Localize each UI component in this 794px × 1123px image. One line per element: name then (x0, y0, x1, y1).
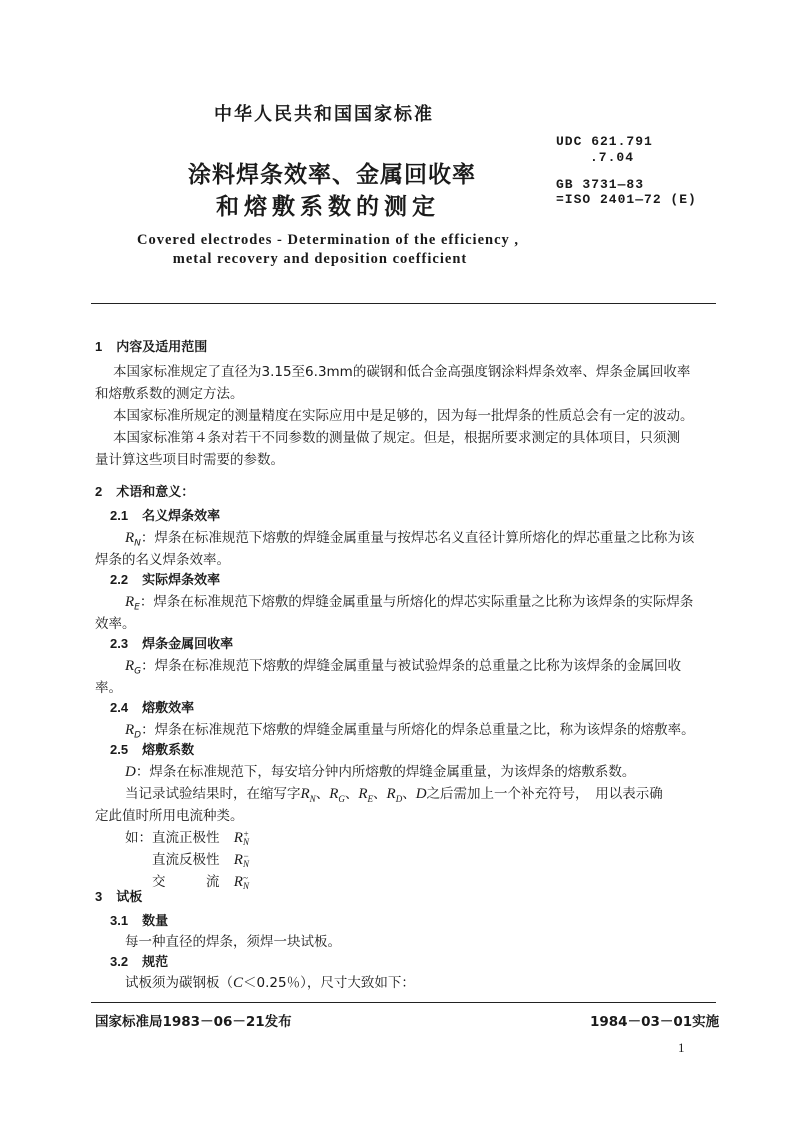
s2-3-line-1: $R_G$：焊条在标准规范下熔敷的焊缝金属重量与被试验焊条的总重量之比称为该焊条的金属回收 (125, 658, 682, 677)
s2-1-line-1: $R_N$：焊条在标准规范下熔敷的焊缝金属重量与按焊芯名义直径计算所熔化的焊芯重量之比称为该 (125, 530, 695, 549)
example-ac: 交 流 R~ N (152, 873, 249, 891)
s2-5-note-line-1: 当记录试验结果时，在缩写字$R_N$、$R_G$、$R_E$、$R_D$、D之后需加上一个补充符号， 用以表示确 (125, 786, 663, 804)
s2-5-note-line-2: 定此值时所用电流种类。 (95, 808, 244, 824)
issued-date: 国家标准局1983－06－21发布 (95, 1014, 292, 1030)
title-line-1: 涂料焊条效率、金属回收率 (188, 162, 476, 188)
s1-paragraph-1-line-1: 本国家标准规定了直径为3.15至6.3mm的碳钢和低合金高强度钢涂料焊条效率、焊条金属回收率 (113, 364, 691, 380)
subsection-2-5-heading: 2.5 熔敷系数 (110, 742, 195, 758)
s2-3-line-2: 率。 (95, 680, 122, 696)
gb-code: GB 3731—83 (556, 177, 645, 192)
s1-paragraph-1-line-2: 和熔敷系数的测定方法。 (95, 386, 244, 402)
subsection-2-2-heading: 2.2 实际焊条效率 (110, 572, 221, 588)
section-3-heading: 3 试板 (95, 889, 143, 905)
s3-1-text: 每一种直径的焊条，须焊一块试板。 (125, 934, 341, 950)
section-1-heading: 1 内容及适用范围 (95, 339, 208, 355)
example-dc-negative: 直流反极性 R− N (152, 851, 250, 869)
s3-2-text: 试板须为碳钢板（C＜0.25％），尺寸大致如下： (125, 975, 415, 991)
subsection-2-4-heading: 2.4 熔敷效率 (110, 700, 195, 716)
example-dc-positive: 直流正极性 R+ N (152, 829, 250, 847)
standard-name: 中华人民共和国国家标准 (214, 104, 434, 125)
page-number: 1 (678, 1040, 685, 1055)
example-prefix: 如： (125, 830, 152, 846)
s1-paragraph-3-line-2: 量计算这些项目时需要的参数。 (95, 452, 284, 468)
iso-code: =ISO 2401—72 (E) (556, 192, 697, 207)
s1-paragraph-3-line-1: 本国家标准第４条对若干不同参数的测量做了规定。但是，根据所要求测定的具体项目，只须测 (113, 430, 680, 446)
title-line-2: 和熔敷系数的测定 (216, 194, 440, 220)
english-title-line-1: Covered electrodes - Determination of the efficiency , (136, 232, 520, 248)
s2-4-line-1: $R_D$：焊条在标准规范下熔敷的焊缝金属重量与所熔化的焊条总重量之比，称为该焊条的熔敷率。 (125, 722, 695, 741)
section-2-heading: 2 术语和意义： (95, 484, 195, 500)
subsection-2-3-heading: 2.3 焊条金属回收率 (110, 636, 234, 652)
effective-date: 1984－03－01实施 (590, 1014, 720, 1030)
footer-rule (91, 1002, 716, 1003)
udc-code: UDC 621.791 (556, 134, 653, 149)
s2-2-line-2: 效率。 (95, 616, 136, 632)
subsection-3-1-heading: 3.1 数量 (110, 913, 169, 929)
subsection-3-2-heading: 3.2 规范 (110, 954, 169, 970)
udc-code-cont: .7.04 (590, 150, 635, 165)
s2-5-line-1: D：焊条在标准规范下，每安培分钟内所熔敷的焊缝金属重量，为该焊条的熔敷系数。 (125, 764, 636, 780)
english-title-line-2: metal recovery and deposition coefficient (172, 251, 468, 267)
subsection-2-1-heading: 2.1 名义焊条效率 (110, 508, 221, 524)
s1-paragraph-2: 本国家标准所规定的测量精度在实际应用中是足够的，因为每一批焊条的性质总会有一定的波动。 (113, 408, 694, 424)
header-rule (91, 303, 716, 304)
s2-1-line-2: 焊条的名义焊条效率。 (95, 552, 230, 568)
s2-2-line-1: $R_E$：焊条在标准规范下熔敷的焊缝金属重量与所熔化的焊芯实际重量之比称为该焊条的实际焊条 (125, 594, 694, 613)
